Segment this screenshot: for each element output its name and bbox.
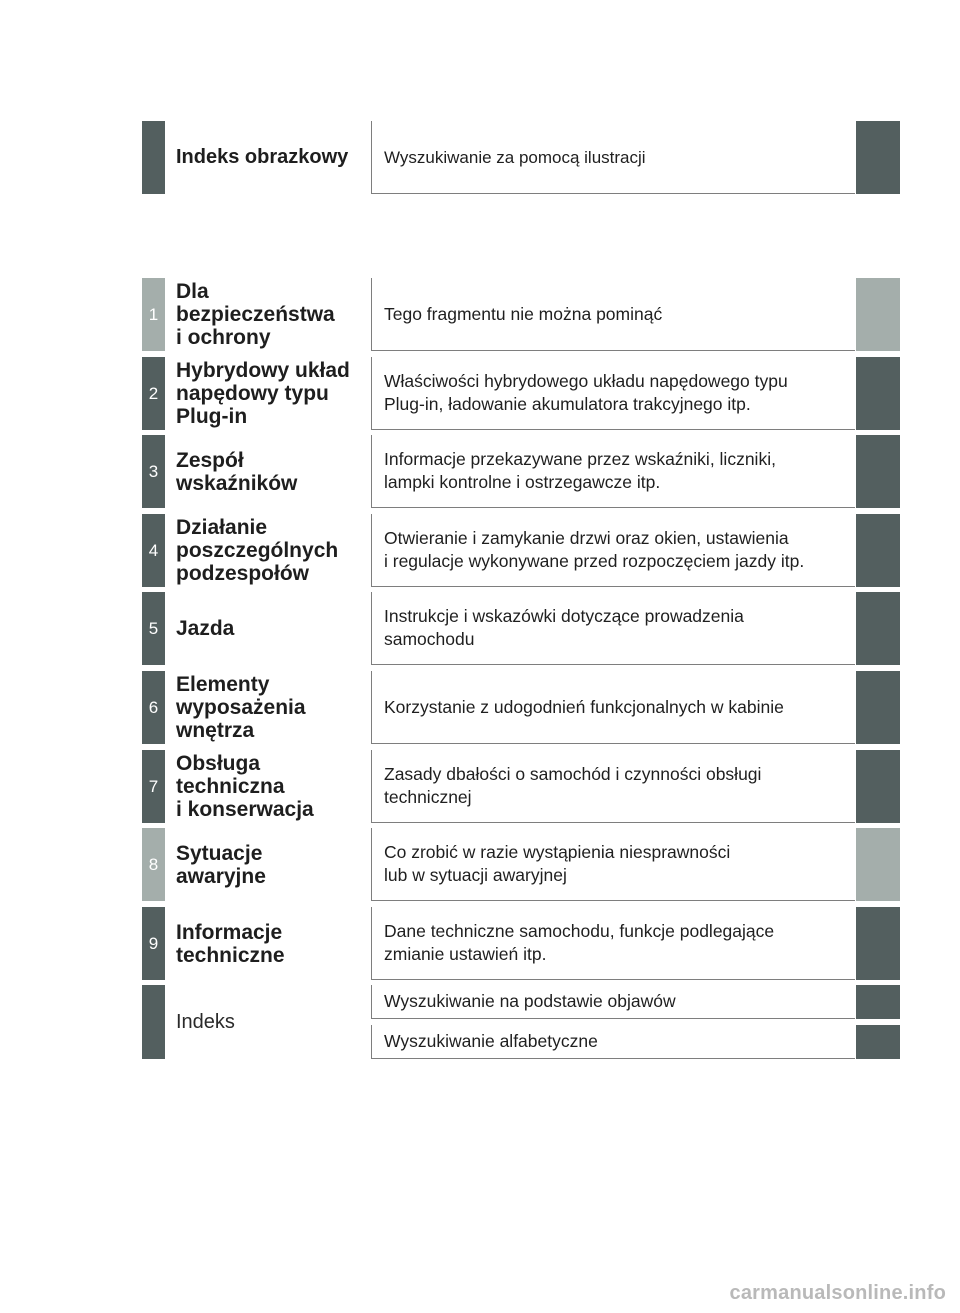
header-row[interactable] [142, 121, 900, 194]
index-title: Indeks [176, 1010, 235, 1033]
chapter-title: Działanie poszczególnych podzespołów [176, 516, 339, 585]
chapter-number: 3 [142, 435, 165, 508]
chapter-row[interactable] [142, 514, 900, 587]
chapter-description: Dane techniczne samochodu, funkcje podlegające zmianie ustawień itp. [371, 907, 855, 980]
chapter-row[interactable] [142, 357, 900, 430]
chapter-tab[interactable] [856, 592, 900, 665]
chapter-number: 4 [142, 514, 165, 587]
chapter-tab[interactable] [856, 435, 900, 508]
chapter-description: Korzystanie z udogodnień funkcjonalnych w kabinie [371, 671, 855, 744]
index-item-tab[interactable] [856, 1025, 900, 1059]
chapter-row[interactable] [142, 278, 900, 351]
chapter-description: Tego fragmentu nie można pominąć [371, 278, 855, 351]
chapter-description: Otwieranie i zamykanie drzwi oraz okien, ustawienia i regulacje wykonywane przed rozpoczęciem jazdy itp. [371, 514, 855, 587]
chapter-tab[interactable] [856, 514, 900, 587]
chapter-description: Informacje przekazywane przez wskaźniki, liczniki, lampki kontrolne i ostrzegawcze itp. [371, 435, 855, 508]
index-item-tab[interactable] [856, 985, 900, 1019]
chapter-tab[interactable] [856, 828, 900, 901]
chapter-tab[interactable] [856, 278, 900, 351]
chapter-number: 7 [142, 750, 165, 823]
index-item-label: Wyszukiwanie alfabetyczne [371, 1025, 855, 1059]
chapter-title: Jazda [176, 617, 235, 640]
index-item-alphabetical[interactable] [371, 1025, 900, 1059]
chapter-number: 9 [142, 907, 165, 980]
chapter-title: Sytuacje awaryjne [176, 841, 266, 888]
chapter-title: Informacje techniczne [176, 920, 285, 967]
chapter-tab[interactable] [856, 357, 900, 430]
chapter-title: Dla bezpieczeństwa i ochrony [176, 280, 335, 349]
index-item-symptoms[interactable] [371, 985, 900, 1019]
chapter-title: Hybrydowy układ napędowy typu Plug-in [176, 359, 350, 428]
index-item-label: Wyszukiwanie na podstawie objawów [371, 985, 855, 1019]
index-left-bar [142, 985, 165, 1059]
chapter-title: Obsługa techniczna i konserwacja [176, 752, 314, 821]
chapter-tab[interactable] [856, 750, 900, 823]
chapter-row[interactable] [142, 828, 900, 901]
chapter-description: Właściwości hybrydowego układu napędowego typu Plug-in, ładowanie akumulatora trakcyjnego itp. [371, 357, 855, 430]
chapter-number: 8 [142, 828, 165, 901]
chapter-row[interactable] [142, 671, 900, 744]
watermark: carmanualsonline.info [729, 1282, 946, 1304]
header-title: Indeks obrazkowy [176, 146, 349, 168]
chapter-number: 1 [142, 278, 165, 351]
header-right-tab[interactable] [856, 121, 900, 194]
index-row [142, 985, 900, 1059]
header-description: Wyszukiwanie za pomocą ilustracji [371, 121, 855, 194]
chapter-tab[interactable] [856, 671, 900, 744]
chapter-description: Zasady dbałości o samochód i czynności obsługi technicznej [371, 750, 855, 823]
chapter-row[interactable] [142, 750, 900, 823]
chapter-description: Co zrobić w razie wystąpienia niesprawności lub w sytuacji awaryjnej [371, 828, 855, 901]
chapter-row[interactable] [142, 592, 900, 665]
header-left-bar [142, 121, 165, 194]
chapter-number: 2 [142, 357, 165, 430]
chapter-number: 6 [142, 671, 165, 744]
chapter-tab[interactable] [856, 907, 900, 980]
chapter-number: 5 [142, 592, 165, 665]
chapter-title: Elementy wyposażenia wnętrza [176, 673, 306, 742]
chapter-description: Instrukcje i wskazówki dotyczące prowadzenia samochodu [371, 592, 855, 665]
chapter-row[interactable] [142, 435, 900, 508]
chapter-title: Zespół wskaźników [176, 448, 298, 495]
chapter-row[interactable] [142, 907, 900, 980]
